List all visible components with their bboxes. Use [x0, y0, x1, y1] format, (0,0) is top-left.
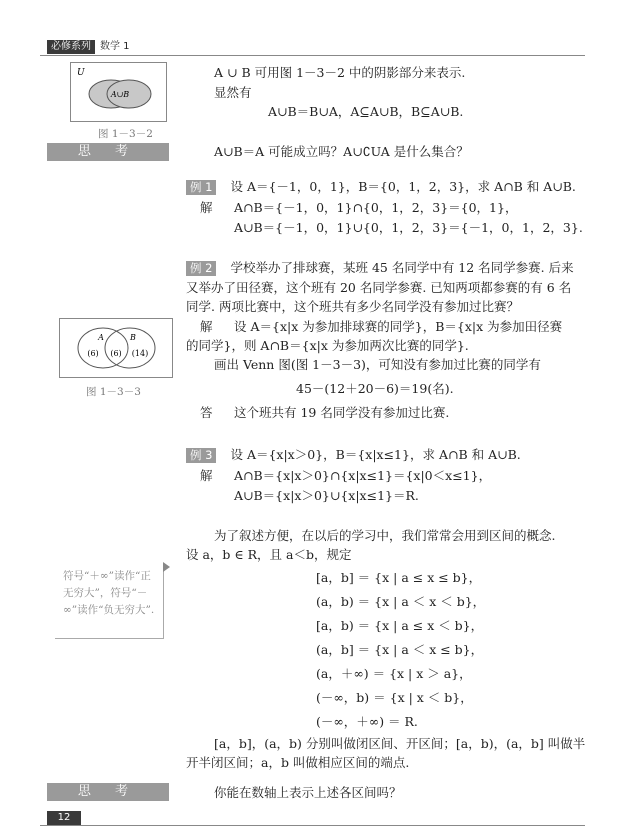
intervals-closing-2: 开半闭区间；a，b 叫做相应区间的端点.	[186, 755, 410, 770]
example-2-jie: 解	[200, 319, 213, 334]
example-2-line-1	[186, 259, 574, 277]
think-question-2: 你能在数轴上表示上述各区间吗？	[214, 785, 402, 800]
interval-def: [a，b] ＝ {x | a ≤ x ≤ b}，	[316, 570, 482, 585]
side-note-box	[55, 566, 164, 639]
example-2-problem-1: 学校举办了排球赛，某班 45 名同学中有 12 名同学参赛. 后来	[230, 260, 574, 275]
figure-caption-1-3-2: 图 1－3－2	[98, 128, 153, 140]
example-3-solution-2: A∪B＝{x|x＞0}∪{x|x≤1}＝R.	[234, 488, 419, 503]
header-rule	[40, 55, 585, 56]
example-2-da: 答	[200, 405, 213, 420]
venn-sports-diagram	[60, 319, 172, 377]
example-1-line-1	[186, 178, 576, 196]
side-note-pointer-icon	[163, 562, 170, 572]
interval-def: (－∞，b) ＝ {x | x ＜ b}，	[316, 690, 473, 705]
figure-caption-1-3-3: 图 1－3－3	[86, 386, 141, 398]
subject-label: 数学 1	[100, 41, 130, 52]
think-question-1: A∪B＝A 可能成立吗？A∪∁UA 是什么集合？	[214, 144, 469, 159]
intervals-closing-1: [a，b]，(a，b) 分别叫做闭区间、开区间；[a，b)，(a，b] 叫做半	[214, 736, 586, 751]
example-1-jie: 解	[200, 200, 213, 215]
example-1-problem: 设 A＝{－1，0，1}，B＝{0，1，2，3}，求 A∩B 和 A∪B.	[230, 179, 576, 194]
example-3-problem: 设 A＝{x|x＞0}，B＝{x|x≤1}，求 A∩B 和 A∪B.	[230, 447, 521, 462]
interval-def: (a，b) ＝ {x | a ＜ x ＜ b}，	[316, 594, 486, 609]
venn-union-diagram	[71, 63, 166, 121]
venn-u-label: U	[77, 68, 85, 78]
intro-line-1: A ∪ B 可用图 1－3－2 中的阴影部分来表示.	[214, 65, 466, 80]
series-tag: 必修系列	[47, 40, 95, 54]
example-2-solution-4: 45－(12＋20－6)＝19(名).	[296, 381, 454, 396]
example-1-solution-2: A∪B＝{－1，0，1}∪{0，1，2，3}＝{－1，0，1，2，3}.	[234, 220, 583, 235]
venn-b-only: (14)	[131, 349, 149, 358]
example-2-problem-3: 同学. 两项比赛中，这个班共有多少名同学没有参加过比赛？	[186, 299, 519, 314]
example-3-solution-1: A∩B＝{x|x＞0}∩{x|x≤1}＝{x|0＜x≤1}，	[234, 468, 492, 483]
example-3-tag: 例 3	[186, 448, 216, 463]
intervals-intro-2: 设 a，b ∈ R，且 a＜b，规定	[186, 547, 352, 562]
page-number: 12	[47, 811, 81, 825]
example-1-solution-1: A∩B＝{－1，0，1}∩{0，1，2，3}＝{0，1}，	[234, 200, 518, 215]
example-2-solution-3: 画出 Venn 图(图 1－3－3)，可知没有参加过比赛的同学有	[214, 357, 541, 372]
venn-a-label: A	[98, 333, 104, 342]
interval-def: (－∞，＋∞) ＝ R.	[316, 714, 418, 729]
example-2-tag: 例 2	[186, 261, 216, 276]
venn-ab-label: A∪B	[110, 90, 130, 99]
venn-a-only: (6)	[87, 349, 99, 358]
example-2-problem-2: 又举办了田径赛，这个班有 20 名同学参赛. 已知两项都参赛的有 6 名	[186, 280, 572, 295]
interval-def: (a，＋∞) ＝ {x | x ＞ a}，	[316, 666, 472, 681]
example-3-jie: 解	[200, 468, 213, 483]
intervals-intro-1: 为了叙述方便，在以后的学习中，我们常常会用到区间的概念.	[214, 528, 556, 543]
venn-b-label: B	[130, 333, 136, 342]
example-2-answer: 这个班共有 19 名同学没有参加过比赛.	[234, 405, 450, 420]
figure-1-3-3	[59, 318, 173, 378]
figure-1-3-2	[70, 62, 167, 122]
think-box-2: 思 考	[47, 783, 169, 801]
think-box-1: 思 考	[47, 143, 169, 161]
example-2-solution-2: 的同学}，则 A∩B＝{x|x 为参加两次比赛的同学}.	[186, 338, 469, 353]
footer-rule	[40, 825, 585, 826]
intro-line-2: 显然有	[214, 85, 252, 100]
interval-def: [a，b) ＝ {x | a ≤ x ＜ b}，	[316, 618, 484, 633]
side-note-text: 符号“＋∞”读作“正无穷大”，符号“－∞”读作“负无穷大”.	[63, 570, 155, 616]
intro-formula: A∪B＝B∪A，A⊆A∪B，B⊆A∪B.	[268, 104, 464, 119]
example-3-line-1	[186, 446, 521, 464]
example-2-solution-1: 设 A＝{x|x 为参加排球赛的同学}，B＝{x|x 为参加田径赛	[234, 319, 563, 334]
interval-def: (a，b] ＝ {x | a ＜ x ≤ b}，	[316, 642, 484, 657]
example-1-tag: 例 1	[186, 180, 216, 195]
venn-both: (6)	[110, 349, 122, 358]
